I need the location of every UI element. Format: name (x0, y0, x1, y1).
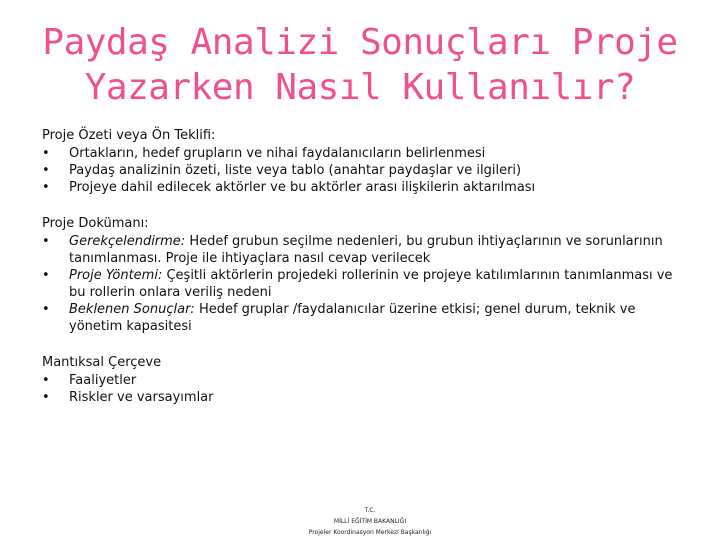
section-heading: Mantıksal Çerçeve (42, 355, 162, 370)
list-item-text: Hedef gruplar /faydalanıcılar üzerine etkisi; genel durum, teknik ve yönetim kapasitesi (69, 302, 636, 334)
list-item-text: Projeye dahil edilecek aktörler ve bu aktörler arası ilişkilerin aktarılması (69, 180, 536, 195)
list-item-text: Ortakların, hedef grupların ve nihai faydalanıcıların belirlenmesi (69, 146, 486, 161)
slide-title-line-1: Paydaş Analizi Sonuçları Proje (42, 22, 678, 63)
list-item (42, 267, 682, 301)
bullet-icon: • (42, 234, 50, 249)
list-item (42, 145, 682, 162)
slide-title (0, 20, 720, 110)
bullet-icon: • (42, 180, 50, 195)
bullet-icon: • (42, 390, 50, 405)
list-item (42, 179, 682, 196)
list-item (42, 162, 682, 179)
section-heading: Proje Dokümanı: (42, 216, 149, 231)
list-item (42, 233, 682, 267)
list-item-text: Hedef grubun seçilme nedenleri, bu grubun ihtiyaçlarının ve sorunlarının tanımlanması. Proje ile ihtiyaçlara nasıl cevap verilecek (69, 234, 663, 266)
footer-line-3: Projeler Koordinasyon Merkezi Başkanlığı (308, 529, 432, 536)
slide-body (42, 127, 682, 406)
list-item-term: Gerekçelendirme: (69, 234, 186, 249)
list-item (42, 372, 682, 389)
bullet-icon: • (42, 146, 50, 161)
list-item (42, 301, 682, 335)
section-project-document (42, 215, 682, 335)
footer-line-2: MİLLİ EĞİTİM BAKANLIĞI (333, 518, 407, 525)
list-item-text: Paydaş analizinin özeti, liste veya tablo (anahtar paydaşlar ve ilgileri) (69, 163, 522, 178)
slide-title-line-2: Yazarken Nasıl Kullanılır? (84, 67, 636, 108)
list-item-term: Proje Yöntemi: (69, 268, 163, 283)
list-item (42, 389, 682, 406)
section-logical-framework (42, 354, 682, 406)
list-item-text: Riskler ve varsayımlar (69, 390, 214, 405)
bullet-icon: • (42, 163, 50, 178)
bullet-icon: • (42, 302, 50, 317)
footer-line-1: T.C. (364, 507, 376, 514)
section-project-summary (42, 127, 682, 196)
bullet-icon: • (42, 268, 50, 283)
bullet-icon: • (42, 373, 50, 388)
list-item-text: Çeşitli aktörlerin projedeki rollerinin ve projeye katılımlarının tanımlanması ve bu rollerin onlara veriliş nedeni (69, 268, 673, 300)
list-item-text: Faaliyetler (69, 373, 137, 388)
footer-organization (250, 505, 490, 538)
section-heading: Proje Özeti veya Ön Teklifi: (42, 128, 216, 143)
list-item-term: Beklenen Sonuçlar: (69, 302, 195, 317)
